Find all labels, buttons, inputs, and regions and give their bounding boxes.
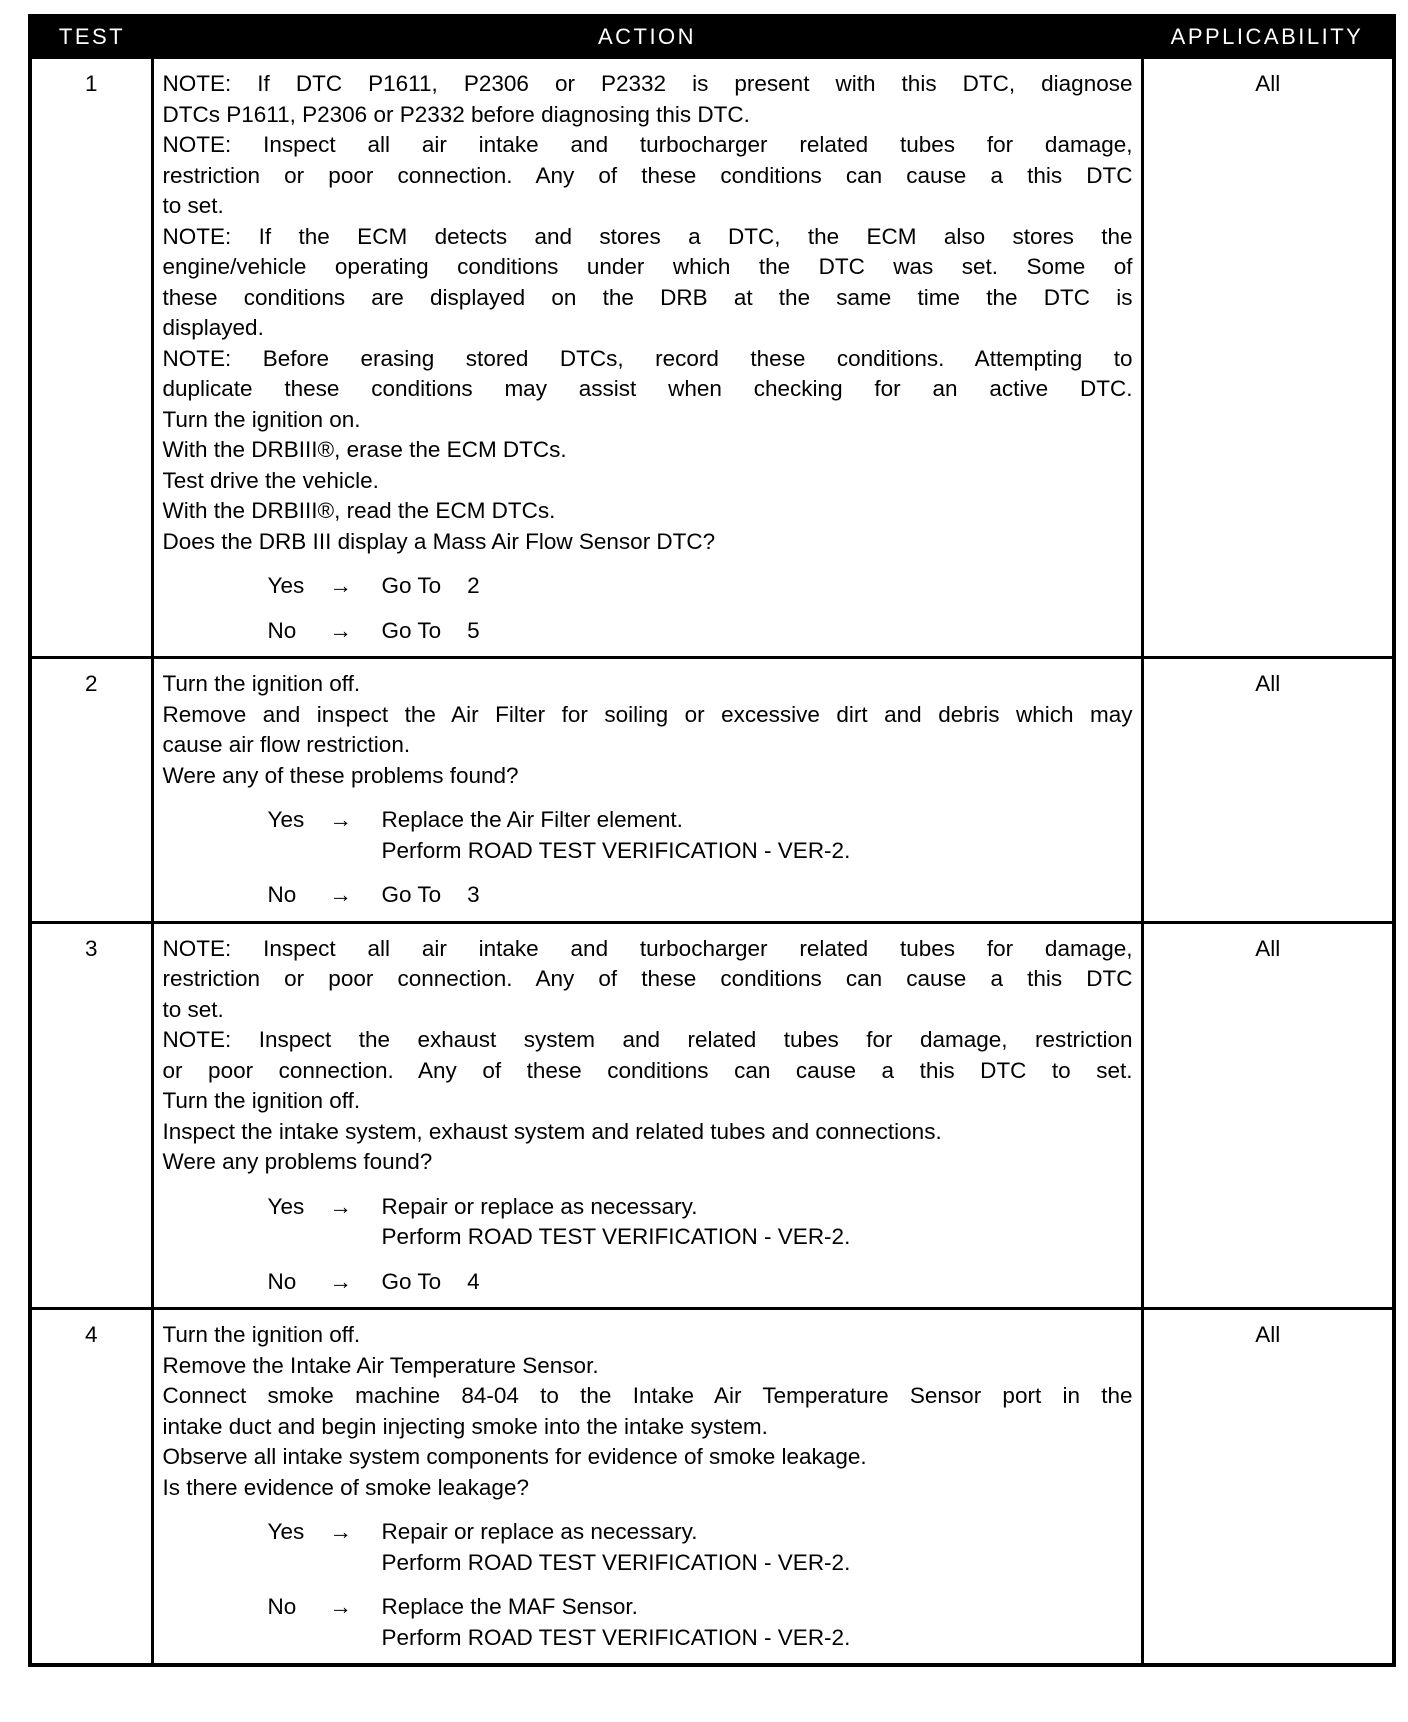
answer-options (163, 571, 1133, 646)
action-line: NOTE: If DTC P1611, P2306 or P2332 is present with this DTC, diagnose (162, 71, 1133, 96)
action-line: Connect smoke machine 84-04 to the Intake Air Temperature Sensor port in the (162, 1383, 1133, 1408)
action-line: to set. (162, 996, 224, 1022)
yes-label: Yes (267, 807, 305, 832)
action-line: NOTE: Inspect the exhaust system and related tubes for damage, restriction (162, 1027, 1133, 1052)
goto-step-number: 5 (467, 617, 480, 643)
action-line: DTCs P1611, P2306 or P2332 before diagnosing this DTC. (162, 101, 750, 127)
arrow-icon: → (329, 807, 352, 832)
no-label: No (267, 1268, 297, 1294)
yes-result (382, 1517, 1133, 1578)
no-option (163, 616, 1133, 647)
action-line: restriction or poor connection. Any of these conditions can cause a this DTC (162, 162, 1133, 188)
action-line: displayed. (162, 315, 264, 340)
action-line: Remove the Intake Air Temperature Sensor. (162, 1352, 599, 1378)
action-line: With the DRBIII®, erase the ECM DTCs. (162, 437, 567, 462)
answer-options (163, 1517, 1133, 1653)
action-line: Inspect the intake system, exhaust system and related tubes and connections. (162, 1118, 942, 1144)
result-line: Perform ROAD TEST VERIFICATION - VER-2. (381, 1549, 851, 1575)
action-line: Turn the ignition on. (162, 406, 361, 432)
action-line: Were any of these problems found? (162, 762, 519, 788)
applicability-cell: All (1142, 922, 1394, 1309)
arrow-icon: → (329, 1193, 352, 1219)
yes-option (163, 1192, 1133, 1253)
table-row (30, 658, 1394, 923)
answer-options (163, 805, 1133, 911)
action-line: cause air flow restriction. (162, 732, 411, 757)
action-line: to set. (162, 193, 224, 218)
goto-text: Go To (381, 573, 442, 598)
goto-text: Go To (381, 882, 442, 907)
no-result (382, 1267, 1133, 1298)
table-row (30, 1309, 1394, 1666)
header-test: TEST (30, 16, 152, 58)
test-number: 3 (30, 922, 152, 1309)
goto-step-number: 2 (467, 573, 480, 598)
action-line: Remove and inspect the Air Filter for soiling or excessive dirt and debris which may (162, 701, 1133, 727)
yes-label: Yes (267, 1193, 305, 1219)
action-line: Turn the ignition off. (162, 671, 361, 696)
action-cell (152, 58, 1142, 658)
goto-text: Go To (381, 617, 442, 643)
yes-option (163, 1517, 1133, 1578)
action-line: NOTE: If the ECM detects and stores a DTC, the ECM also stores the (162, 223, 1133, 249)
arrow-icon: → (329, 882, 352, 907)
no-result (382, 880, 1133, 911)
table-row (30, 922, 1394, 1309)
result-line: Replace the MAF Sensor. (381, 1594, 638, 1619)
action-line: or poor connection. Any of these conditions can cause a this DTC to set. (162, 1057, 1133, 1083)
arrow-icon: → (329, 617, 352, 643)
goto-step-number: 3 (467, 882, 480, 907)
no-result (382, 1592, 1133, 1653)
action-cell (152, 1309, 1142, 1666)
action-line: these conditions are displayed on the DRB at the same time the DTC is (162, 284, 1133, 310)
action-line: Were any problems found? (162, 1149, 433, 1174)
yes-label: Yes (267, 573, 305, 598)
header-applicability: APPLICABILITY (1142, 16, 1394, 58)
test-number: 4 (30, 1309, 152, 1666)
arrow-icon: → (329, 573, 352, 598)
no-result (382, 616, 1133, 647)
action-line: Is there evidence of smoke leakage? (162, 1474, 529, 1500)
arrow-icon: → (329, 1519, 352, 1544)
arrow-icon: → (329, 1594, 352, 1619)
yes-result (382, 1192, 1133, 1253)
result-line: Perform ROAD TEST VERIFICATION - VER-2. (381, 837, 851, 863)
action-line: NOTE: Inspect all air intake and turbocharger related tubes for damage, (162, 935, 1133, 961)
action-line: NOTE: Before erasing stored DTCs, record these conditions. Attempting to (162, 345, 1133, 371)
action-line: Observe all intake system components for evidence of smoke leakage. (162, 1444, 867, 1469)
yes-option (163, 805, 1133, 866)
no-label: No (267, 617, 297, 643)
no-option (163, 1267, 1133, 1298)
action-line: engine/vehicle operating conditions under which the DTC was set. Some of (162, 254, 1133, 279)
no-option (163, 1592, 1133, 1653)
goto-text: Go To (381, 1268, 442, 1294)
applicability-cell: All (1142, 658, 1394, 923)
yes-option (163, 571, 1133, 602)
result-line: Replace the Air Filter element. (381, 807, 683, 832)
result-line: Repair or replace as necessary. (381, 1519, 698, 1544)
arrow-icon: → (329, 1268, 352, 1294)
answer-options (163, 1192, 1133, 1298)
action-line: Turn the ignition off. (162, 1322, 361, 1347)
action-line: restriction or poor connection. Any of these conditions can cause a this DTC (162, 966, 1133, 991)
goto-step-number: 4 (467, 1268, 480, 1294)
header-action: ACTION (152, 16, 1142, 58)
action-line: Turn the ignition off. (162, 1088, 361, 1113)
yes-result (382, 571, 1133, 602)
no-label: No (267, 882, 297, 907)
action-line: intake duct and begin injecting smoke into the intake system. (162, 1413, 768, 1439)
action-line: With the DRBIII®, read the ECM DTCs. (162, 498, 556, 523)
action-cell (152, 658, 1142, 923)
result-line: Repair or replace as necessary. (381, 1193, 698, 1219)
applicability-cell: All (1142, 1309, 1394, 1666)
diagnostic-table (28, 14, 1396, 1667)
action-line: duplicate these conditions may assist when checking for an active DTC. (162, 376, 1133, 401)
no-label: No (267, 1594, 297, 1619)
applicability-cell: All (1142, 58, 1394, 658)
test-number: 2 (30, 658, 152, 923)
action-line: Test drive the vehicle. (162, 467, 379, 493)
action-line: NOTE: Inspect all air intake and turbocharger related tubes for damage, (162, 132, 1133, 157)
no-option (163, 880, 1133, 911)
table-row (30, 58, 1394, 658)
result-line: Perform ROAD TEST VERIFICATION - VER-2. (381, 1624, 851, 1650)
yes-label: Yes (267, 1519, 305, 1544)
action-line: Does the DRB III display a Mass Air Flow Sensor DTC? (162, 528, 716, 554)
yes-result (382, 805, 1133, 866)
header-row (30, 16, 1394, 58)
action-cell (152, 922, 1142, 1309)
result-line: Perform ROAD TEST VERIFICATION - VER-2. (381, 1224, 851, 1249)
test-number: 1 (30, 58, 152, 658)
